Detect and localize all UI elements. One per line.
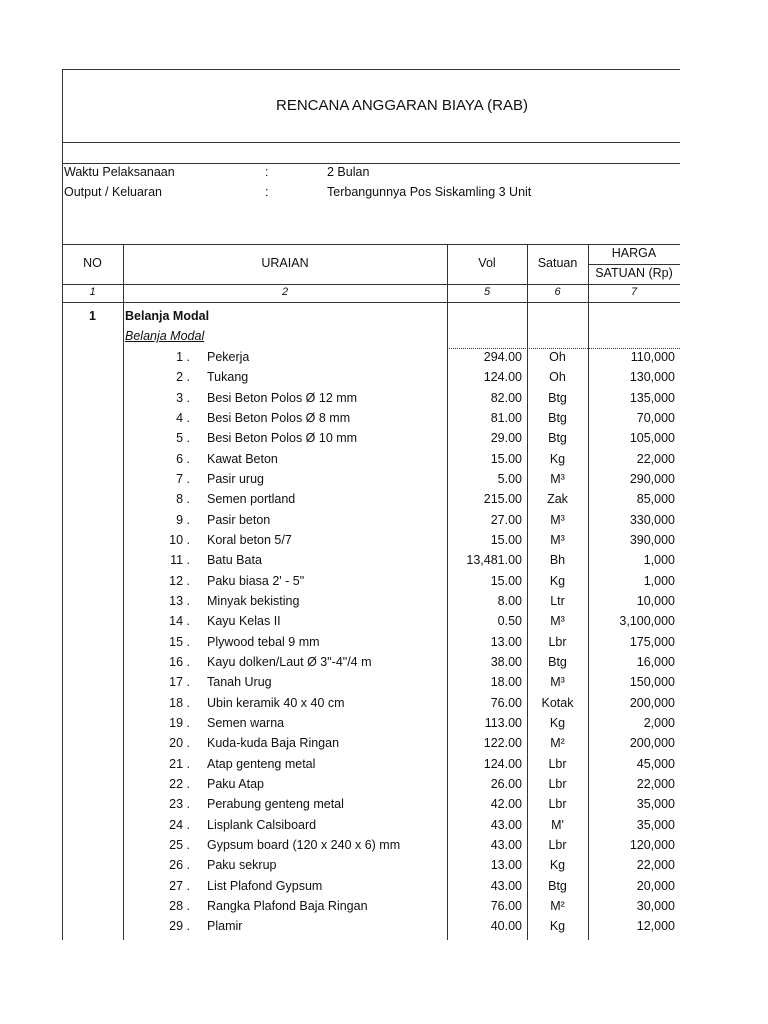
item-volume: 82.00: [490, 390, 522, 405]
table-row: [0, 633, 680, 653]
item-number: 26 .: [169, 858, 190, 873]
table-row: [0, 653, 680, 673]
item-name: Kawat Beton: [207, 451, 278, 466]
header-harga-satuan: SATUAN (Rp): [595, 266, 673, 280]
item-name: Lisplank Calsiboard: [207, 817, 317, 832]
header-vol: Vol: [478, 256, 496, 270]
header-no: NO: [83, 256, 102, 270]
colnum-no: 1: [89, 286, 96, 298]
table-row: [0, 856, 680, 876]
table-row: [0, 714, 680, 734]
item-number: 4 .: [176, 410, 190, 425]
item-unit: Oh: [549, 370, 566, 385]
item-number: 15 .: [169, 634, 190, 649]
header-satuan: Satuan: [537, 256, 578, 270]
item-unit: Kg: [549, 573, 566, 588]
colnum-harga: 7: [630, 286, 638, 298]
item-price: 22,000: [636, 451, 675, 466]
item-price: 12,000: [636, 919, 675, 934]
item-volume: 5.00: [497, 471, 522, 486]
table-row: [0, 612, 680, 632]
item-volume: 76.00: [490, 695, 522, 710]
item-unit: M³: [550, 675, 565, 690]
item-number: 3 .: [176, 390, 190, 405]
info-value: 2 Bulan: [327, 165, 370, 179]
item-volume: 215.00: [483, 492, 522, 507]
item-number: 2 .: [176, 370, 190, 385]
item-number: 19 .: [169, 715, 190, 730]
item-name: Minyak bekisting: [207, 593, 300, 608]
colnum-vol: 5: [483, 286, 491, 298]
header-harga: HARGA: [611, 246, 657, 260]
item-name: Plywood tebal 9 mm: [207, 634, 320, 649]
item-price: 330,000: [629, 512, 675, 527]
item-volume: 43.00: [490, 878, 522, 893]
item-unit: M': [551, 817, 564, 832]
item-unit: Kg: [549, 451, 566, 466]
table-row: [0, 694, 680, 714]
item-volume: 124.00: [483, 370, 522, 385]
table-row: [0, 673, 680, 693]
item-price: 16,000: [636, 654, 675, 669]
item-volume: 15.00: [490, 532, 522, 547]
item-volume: 113.00: [484, 715, 522, 730]
item-name: Ubin keramik 40 x 40 cm: [207, 695, 345, 710]
item-unit: Kg: [549, 715, 566, 730]
item-name: Kayu Kelas II: [207, 614, 281, 629]
colnum-uraian: 2: [281, 286, 289, 298]
item-name: Tanah Urug: [207, 675, 272, 690]
table-row: [0, 368, 680, 388]
item-volume: 15.00: [490, 573, 522, 588]
item-unit: Kotak: [541, 695, 574, 710]
item-price: 70,000: [636, 410, 675, 425]
item-volume: 29.00: [490, 431, 522, 446]
item-price: 390,000: [629, 532, 675, 547]
table-row: [0, 755, 680, 775]
table-row: [0, 795, 680, 815]
info-sep: :: [265, 185, 269, 199]
item-number: 11 .: [170, 553, 190, 568]
section-title: Belanja Modal: [125, 309, 210, 323]
item-price: 3,100,000: [619, 614, 675, 629]
header-uraian: URAIAN: [261, 256, 309, 270]
item-unit: Zak: [547, 492, 568, 507]
item-volume: 38.00: [490, 654, 522, 669]
item-name: Paku Atap: [207, 776, 264, 791]
item-number: 29 .: [169, 919, 190, 934]
info-sep: :: [265, 165, 269, 179]
item-name: Atap genteng metal: [207, 756, 316, 771]
item-unit: M³: [550, 532, 565, 547]
item-price: 120,000: [629, 837, 675, 852]
item-name: Besi Beton Polos Ø 8 mm: [207, 410, 351, 425]
item-price: 45,000: [636, 756, 675, 771]
item-unit: M²: [550, 898, 565, 913]
section-subtitle: Belanja Modal: [125, 329, 205, 343]
item-number: 7 .: [176, 471, 190, 486]
item-price: 10,000: [636, 593, 675, 608]
item-price: 30,000: [636, 898, 675, 913]
divider: [62, 142, 680, 143]
item-volume: 43.00: [490, 837, 522, 852]
item-name: Gypsum board (120 x 240 x 6) mm: [207, 837, 401, 852]
item-price: 22,000: [636, 858, 675, 873]
item-name: Kayu dolken/Laut Ø 3"-4"/4 m: [207, 654, 372, 669]
info-value: Terbangunnya Pos Siskamling 3 Unit: [327, 185, 532, 199]
item-unit: Btg: [548, 431, 567, 446]
item-volume: 13.00: [490, 634, 522, 649]
item-volume: 13.00: [490, 858, 522, 873]
item-number: 12 .: [169, 573, 190, 588]
table-row: [0, 389, 680, 409]
item-number: 6 .: [176, 451, 190, 466]
border-top: [62, 69, 680, 70]
item-volume: 81.00: [490, 410, 522, 425]
item-price: 2,000: [643, 715, 675, 730]
info-label: Waktu Pelaksanaan: [64, 165, 175, 179]
item-volume: 15.00: [490, 451, 522, 466]
item-unit: Oh: [549, 350, 566, 364]
item-number: 10 .: [169, 532, 190, 547]
item-number: 5 .: [176, 431, 190, 446]
item-volume: 124.00: [483, 756, 522, 771]
item-volume: 8.00: [497, 593, 522, 608]
item-number: 13 .: [169, 593, 190, 608]
item-unit: Bh: [549, 553, 566, 568]
table-row: [0, 572, 680, 592]
table-row: [0, 409, 680, 429]
item-unit: Btg: [548, 878, 567, 893]
item-unit: M³: [550, 512, 565, 527]
item-unit: Btg: [548, 410, 567, 425]
item-name: Plamir: [207, 919, 243, 934]
item-price: 35,000: [636, 797, 675, 812]
item-volume: 18.00: [490, 675, 522, 690]
item-number: 22 .: [169, 776, 190, 791]
item-number: 24 .: [169, 817, 190, 832]
table-row: [0, 775, 680, 795]
item-number: 18 .: [169, 695, 190, 710]
item-name: Pasir urug: [207, 471, 264, 486]
document-title: RENCANA ANGGARAN BIAYA (RAB): [275, 97, 528, 114]
item-price: 85,000: [636, 492, 675, 507]
item-name: Semen portland: [207, 492, 296, 507]
item-number: 16 .: [169, 654, 190, 669]
item-volume: 76.00: [490, 898, 522, 913]
item-number: 9 .: [176, 512, 190, 527]
item-number: 20 .: [169, 736, 190, 751]
item-unit: Btg: [548, 390, 567, 405]
item-name: Rangka Plafond Baja Ringan: [207, 898, 368, 913]
item-unit: Kg: [549, 858, 566, 873]
item-number: 23 .: [169, 797, 190, 812]
table-row: [0, 348, 680, 368]
harga-split-line: [588, 264, 680, 265]
item-unit: M³: [550, 471, 565, 486]
item-volume: 13,481.00: [466, 553, 522, 568]
table-row: [0, 836, 680, 856]
table-row: [0, 816, 680, 836]
item-name: Besi Beton Polos Ø 12 mm: [207, 390, 358, 405]
item-price: 200,000: [629, 736, 675, 751]
item-volume: 294.00: [483, 350, 522, 364]
item-number: 17 .: [169, 675, 190, 690]
item-price: 290,000: [629, 471, 675, 486]
item-number: 25 .: [169, 837, 190, 852]
item-name: Tukang: [207, 370, 249, 385]
item-price: 105,000: [629, 431, 675, 446]
table-row: [0, 511, 680, 531]
item-unit: Lbr: [548, 756, 567, 771]
item-unit: M³: [550, 614, 565, 629]
item-unit: Lbr: [548, 776, 567, 791]
item-price: 200,000: [629, 695, 675, 710]
item-name: Pekerja: [207, 350, 250, 364]
divider: [62, 163, 680, 164]
item-unit: Btg: [548, 654, 567, 669]
item-volume: 0.50: [497, 614, 522, 629]
item-name: Perabung genteng metal: [207, 797, 344, 812]
table-row: [0, 470, 680, 490]
item-volume: 43.00: [490, 817, 522, 832]
item-number: 21 .: [169, 756, 190, 771]
item-price: 150,000: [629, 675, 675, 690]
item-volume: 42.00: [490, 797, 522, 812]
item-price: 175,000: [629, 634, 675, 649]
item-unit: Lbr: [548, 797, 567, 812]
table-row: [0, 450, 680, 470]
item-price: 110,000: [630, 350, 675, 364]
item-price: 130,000: [629, 370, 675, 385]
table-row: [0, 551, 680, 571]
item-name: Paku biasa 2' - 5": [207, 573, 305, 588]
colnum-satuan: 6: [554, 286, 561, 298]
table-row: [0, 734, 680, 754]
table-row: [0, 877, 680, 897]
item-unit: Lbr: [548, 634, 567, 649]
table-row: [0, 490, 680, 510]
section-no: 1: [89, 309, 96, 323]
item-price: 135,000: [629, 390, 675, 405]
table-row: [0, 592, 680, 612]
item-volume: 26.00: [490, 776, 522, 791]
item-name: Koral beton 5/7: [207, 532, 292, 547]
item-price: 35,000: [636, 817, 675, 832]
item-unit: Ltr: [550, 593, 565, 608]
item-name: Semen warna: [207, 715, 285, 730]
item-volume: 27.00: [490, 512, 522, 527]
item-name: Batu Bata: [207, 553, 262, 568]
item-name: Besi Beton Polos Ø 10 mm: [207, 431, 358, 446]
item-volume: 122.00: [483, 736, 522, 751]
item-unit: M²: [550, 736, 565, 751]
item-number: 1 .: [176, 350, 190, 364]
item-name: Paku sekrup: [207, 858, 277, 873]
item-number: 14 .: [169, 614, 190, 629]
item-number: 27 .: [169, 878, 190, 893]
item-price: 1,000: [643, 553, 675, 568]
item-price: 22,000: [636, 776, 675, 791]
item-price: 1,000: [643, 573, 675, 588]
table-row: [0, 429, 680, 449]
table-row: [0, 917, 680, 937]
item-name: Kuda-kuda Baja Ringan: [207, 736, 340, 751]
item-number: 28 .: [169, 898, 190, 913]
item-name: List Plafond Gypsum: [207, 878, 323, 893]
item-price: 20,000: [636, 878, 675, 893]
table-row: [0, 897, 680, 917]
item-name: Pasir beton: [207, 512, 271, 527]
item-unit: Kg: [549, 919, 566, 934]
item-unit: Lbr: [548, 837, 567, 852]
item-number: 8 .: [176, 492, 190, 507]
info-label: Output / Keluaran: [64, 185, 162, 199]
item-volume: 40.00: [490, 919, 522, 934]
table-row: [0, 531, 680, 551]
